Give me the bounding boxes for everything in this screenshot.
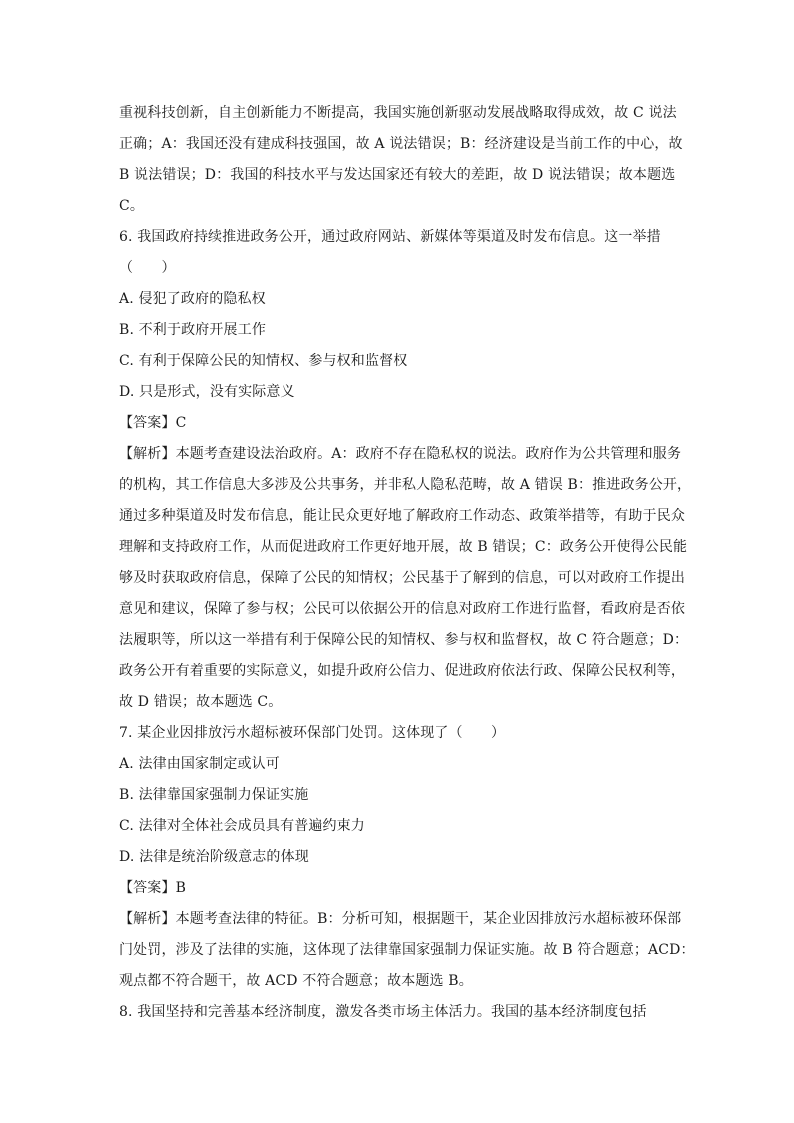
question-6-blank: （ ） <box>119 260 176 276</box>
text-line: 门处罚，涉及了法律的实施，这体现了法律靠国家强制力保证实施。故 B 符合题意；ACD： <box>119 942 695 958</box>
question-7-option-b: B. 法律靠国家强制力保证实施 <box>119 787 309 803</box>
text-line: 故 D 错误；故本题选 C。 <box>119 694 283 710</box>
text-line: 政务公开有着重要的实际意义，如提升政府公信力、促进政府依法行政、保障公民权利等， <box>119 663 685 679</box>
question-6-answer: 【答案】C <box>119 415 187 431</box>
question-6-option-b: B. 不利于政府开展工作 <box>119 322 266 338</box>
text-line: 通过多种渠道及时发布信息，能让民众更好地了解政府工作动态、政策举措等，有助于民众 <box>119 508 685 524</box>
question-7-analysis: 【解析】本题考查法律的特征。B：分析可知，根据题干，某企业因排放污水超标被环保部 <box>119 911 682 927</box>
question-6-stem: 6. 我国政府持续推进政务公开，通过政府网站、新媒体等渠道及时发布信息。这一举措 <box>119 229 661 245</box>
question-6-option-c: C. 有利于保障公民的知情权、参与权和监督权 <box>119 353 408 369</box>
document-body <box>119 98 695 1028</box>
question-6-option-d: D. 只是形式，没有实际意义 <box>119 384 295 400</box>
text-line: 意见和建议，保障了参与权；公民可以依据公开的信息对政府工作进行监督，看政府是否依 <box>119 601 685 617</box>
question-6-option-a: A. 侵犯了政府的隐私权 <box>119 291 266 307</box>
text-line: 观点都不符合题干，故 ACD 不符合题意；故本题选 B。 <box>119 973 473 989</box>
question-8-stem: 8. 我国坚持和完善基本经济制度，激发各类市场主体活力。我国的基本经济制度包括 <box>119 1004 647 1020</box>
text-line: 法履职等，所以这一举措有利于保障公民的知情权、参与权和监督权，故 C 符合题意；D： <box>119 632 689 648</box>
text-line: B 说法错误；D：我国的科技水平与发达国家还有较大的差距，故 D 说法错误；故本题选 <box>119 167 676 183</box>
text-line: 够及时获取政府信息，保障了公民的知情权；公民基于了解到的信息，可以对政府工作提出 <box>119 570 685 586</box>
text-line: 正确；A：我国还没有建成科技强国，故 A 说法错误；B：经济建设是当前工作的中心，故 <box>119 136 683 152</box>
question-7-option-d: D. 法律是统治阶级意志的体现 <box>119 849 309 865</box>
question-7-stem: 7. 某企业因排放污水超标被环保部门处罚。这体现了（ ） <box>119 725 506 741</box>
question-7-answer: 【答案】B <box>119 880 187 896</box>
question-7-option-a: A. 法律由国家制定或认可 <box>119 756 280 772</box>
question-6-analysis: 【解析】本题考查建设法治政府。A：政府不存在隐私权的说法。政府作为公共管理和服务 <box>119 446 682 462</box>
text-line: 理解和支持政府工作，从而促进政府工作更好地开展，故 B 错误；C：政务公开使得公民能 <box>119 539 688 555</box>
text-line: C。 <box>119 198 145 214</box>
text-line: 的机构，其工作信息大多涉及公共事务，并非私人隐私范畴，故 A 错误 B：推进政务公开， <box>119 477 692 493</box>
text-line: 重视科技创新，自主创新能力不断提高，我国实施创新驱动发展战略取得成效，故 C 说法 <box>119 105 677 121</box>
question-7-option-c: C. 法律对全体社会成员具有普遍约束力 <box>119 818 365 834</box>
